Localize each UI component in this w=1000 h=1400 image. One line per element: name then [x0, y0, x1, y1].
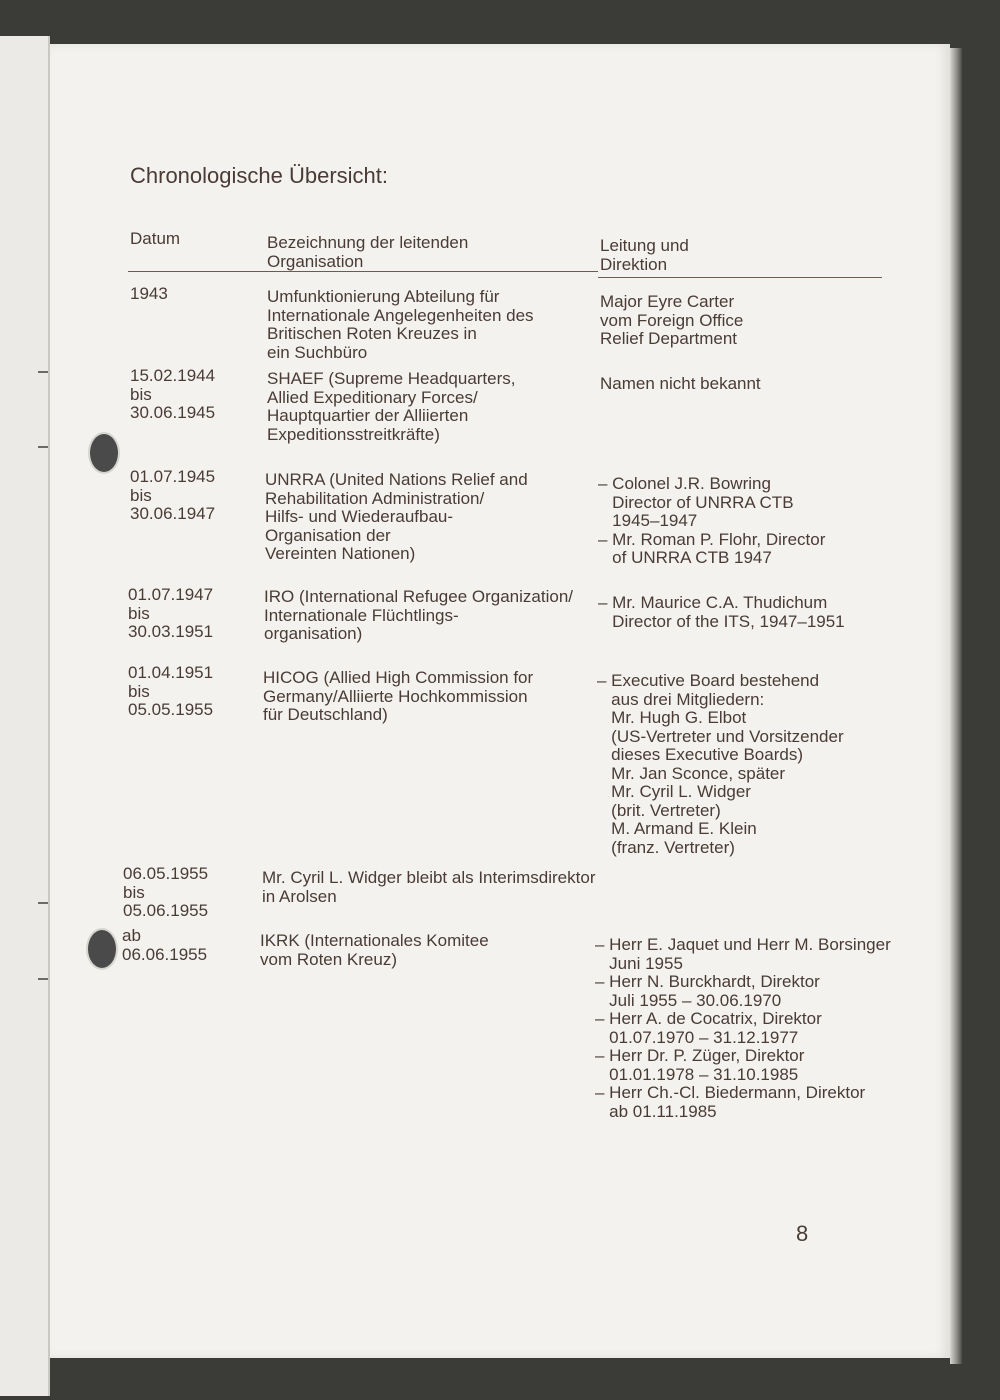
row-leadership: Major Eyre Carter vom Foreign Office Relief Department [600, 292, 744, 348]
binder-mark [38, 371, 48, 373]
row-leadership: – Mr. Maurice C.A. Thudichum Director of the ITS, 1947–1951 [598, 593, 845, 631]
binder-hole-bottom [86, 928, 118, 970]
column-header-date: Datum [130, 229, 181, 248]
page-title: Chronologische Übersicht: [130, 163, 389, 188]
row-date: 06.05.1955 bis 05.06.1955 [123, 864, 209, 920]
row-organisation: SHAEF (Supreme Headquarters, Allied Expeditionary Forces/ Hauptquartier der Alliierten Expeditionsstreitkräfte) [267, 369, 516, 444]
row-leadership: – Colonel J.R. Bowring Director of UNRRA CTB 1945–1947 – Mr. Roman P. Flohr, Director of UNRRA CTB 1947 [598, 474, 826, 567]
row-organisation: IKRK (Internationales Komitee vom Roten Kreuz) [260, 931, 489, 969]
row-date: 01.07.1945 bis 30.06.1947 [130, 467, 216, 523]
column-header-organisation: Bezeichnung der leitenden Organisation [267, 233, 469, 271]
page-edge-shadow [950, 48, 962, 1364]
row-organisation: Umfunktionierung Abteilung für Internationale Angelegenheiten des Britischen Roten Kreuzes in ein Suchbüro [267, 287, 534, 362]
row-leadership: – Executive Board bestehend aus drei Mitgliedern: Mr. Hugh G. Elbot (US-Vertreter und Vorsitzender dieses Executive Boards) Mr. Jan Sconce, später Mr. Cyril L. Widger (brit. Vertreter) M. Armand E. Klein (franz. Vertreter) [597, 671, 844, 857]
row-date: 01.07.1947 bis 30.03.1951 [128, 585, 214, 641]
row-date: ab 06.06.1955 [122, 926, 208, 964]
row-date: 15.02.1944 bis 30.06.1945 [130, 366, 216, 422]
row-date: 01.04.1951 bis 05.05.1955 [128, 663, 214, 719]
row-organisation: UNRRA (United Nations Relief and Rehabilitation Administration/ Hilfs- und Wiederaufbau- Organisation der Vereinten Nationen) [265, 470, 528, 563]
row-organisation: IRO (International Refugee Organization/ Internationale Flüchtlings- organisation) [264, 587, 574, 643]
binder-mark [38, 978, 48, 980]
binder-mark [38, 446, 48, 448]
row-organisation: Mr. Cyril L. Widger bleibt als Interimsdirektor in Arolsen [262, 868, 596, 906]
row-date: 1943 [130, 284, 168, 303]
row-leadership: – Herr E. Jaquet und Herr M. Borsinger Juni 1955 – Herr N. Burckhardt, Direktor Juli 1955 – 30.06.1970 – Herr A. de Cocatrix, Direktor 01.07.1970 – 31.12.1977 – Herr Dr. P. Züger, Direktor 01.01.1978 – 31.10.1985 – Herr Ch.-Cl. Biedermann, Direktor ab 01.11.1985 [595, 935, 891, 1121]
row-leadership: Namen nicht bekannt [600, 374, 761, 393]
page-number: 8 [796, 1221, 809, 1246]
header-rule [128, 271, 598, 272]
header-rule [598, 277, 882, 278]
facing-page-edge [0, 36, 50, 1396]
column-header-leadership: Leitung und Direktion [600, 236, 689, 274]
binder-hole-top [88, 432, 120, 474]
row-organisation: HICOG (Allied High Commission for Germany/Alliierte Hochkommission für Deutschland) [263, 668, 534, 724]
binder-mark [38, 902, 48, 904]
